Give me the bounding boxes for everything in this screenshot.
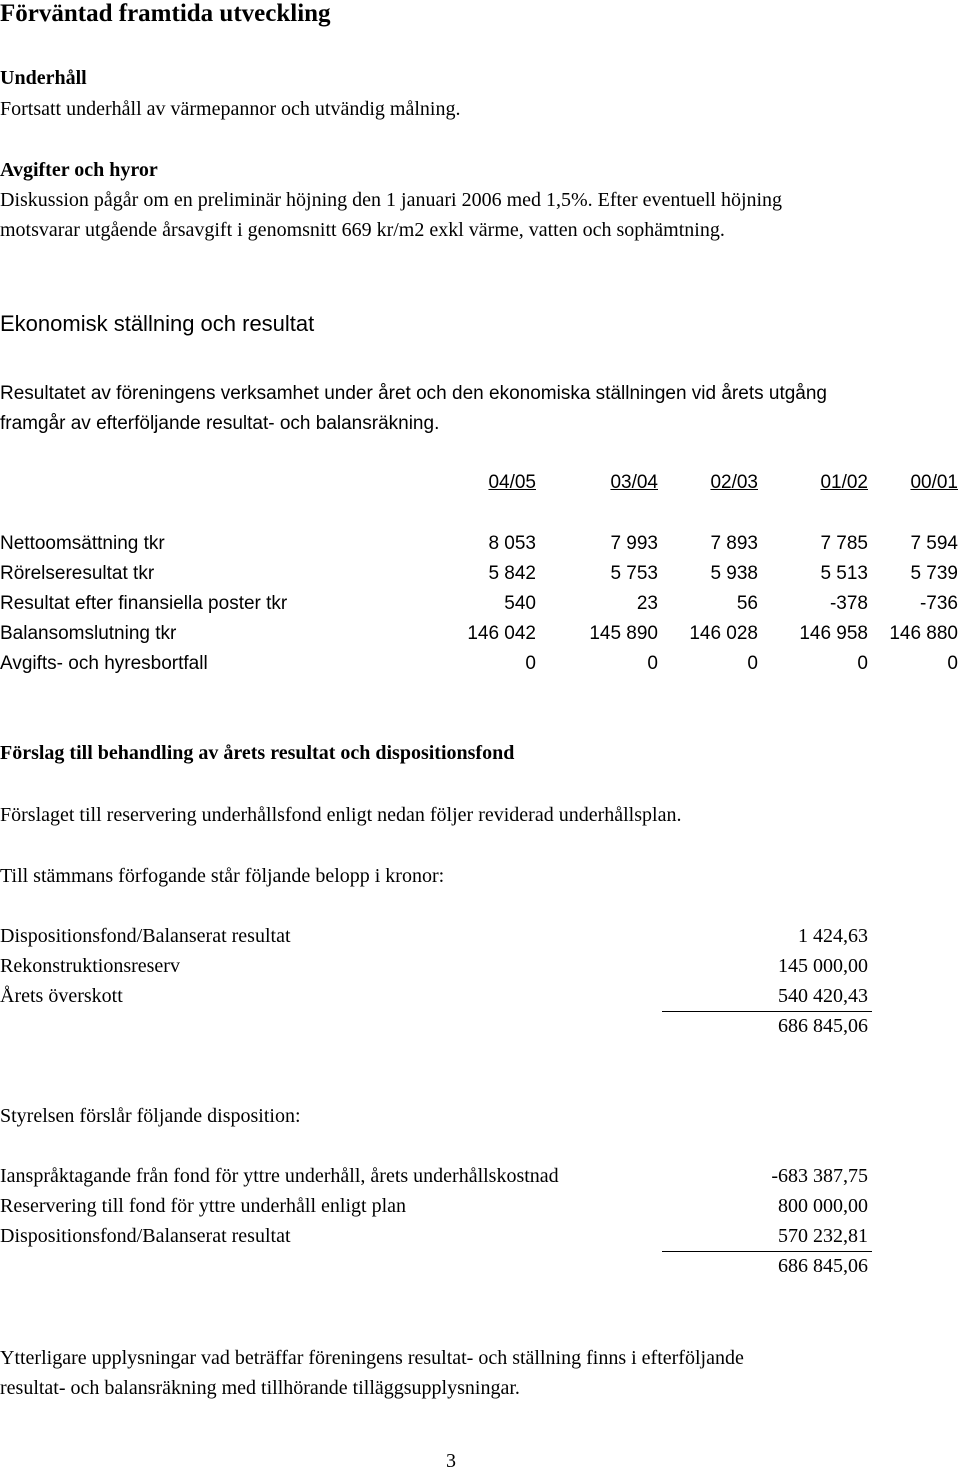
fees-text-line2: motsvarar utgående årsavgift i genomsnitt 669 kr/m2 exkl värme, vatten och sophämtning. [0, 219, 725, 241]
cell-value: -736 [919, 593, 958, 614]
disposition-label: Reservering till fond för yttre underhåll enligt plan [0, 1195, 406, 1217]
cell-value: 0 [525, 653, 536, 674]
column-header: 00/01 [910, 472, 958, 493]
cell-value: -378 [829, 593, 868, 614]
cell-value: 146 042 [467, 623, 536, 644]
cell-value: 0 [647, 653, 658, 674]
cell-value: 5 938 [710, 563, 758, 584]
cell-value: 0 [947, 653, 958, 674]
maintenance-text: Fortsatt underhåll av värmepannor och utvändig målning. [0, 98, 461, 120]
cell-value: 5 842 [488, 563, 536, 584]
cell-value: 7 893 [710, 533, 758, 554]
proposal-text: Förslaget till reservering underhållsfond enligt nedan följer reviderad underhållsplan. [0, 804, 682, 826]
economy-heading: Ekonomisk ställning och resultat [0, 311, 315, 336]
amount-total: 686 845,06 [778, 1015, 868, 1037]
cell-value: 540 [504, 593, 536, 614]
fees-heading: Avgifter och hyror [0, 159, 158, 181]
cell-value: 5 513 [820, 563, 868, 584]
cell-value: 8 053 [488, 533, 536, 554]
cell-value: 146 028 [689, 623, 758, 644]
board-heading: Styrelsen förslår följande disposition: [0, 1105, 301, 1127]
cell-value: 0 [747, 653, 758, 674]
disposition-label: Ianspråktagande från fond för yttre underhåll, årets underhållskostnad [0, 1165, 559, 1187]
fees-text-line1: Diskussion pågår om en preliminär höjning den 1 januari 2006 med 1,5%. Efter eventuell höjning [0, 189, 783, 211]
page-title: Förväntad framtida utveckling [0, 0, 331, 27]
maintenance-heading: Underhåll [0, 67, 87, 89]
row-label: Resultat efter finansiella poster tkr [0, 593, 288, 614]
disposition-value: 800 000,00 [778, 1195, 868, 1217]
amount-label: Årets överskott [0, 985, 123, 1007]
amount-value: 540 420,43 [778, 985, 868, 1007]
disposition-value: -683 387,75 [771, 1165, 868, 1187]
proposal-heading: Förslag till behandling av årets resultat och dispositionsfond [0, 742, 515, 764]
cell-value: 5 739 [910, 563, 958, 584]
cell-value: 7 785 [820, 533, 868, 554]
amount-value: 145 000,00 [778, 955, 868, 977]
page-number: 3 [446, 1450, 456, 1472]
row-label: Balansomslutning tkr [0, 623, 177, 644]
cell-value: 146 880 [889, 623, 958, 644]
amount-label: Dispositionsfond/Balanserat resultat [0, 925, 291, 947]
economy-text-line2: framgår av efterföljande resultat- och balansräkning. [0, 413, 440, 434]
disposition-label: Dispositionsfond/Balanserat resultat [0, 1225, 291, 1247]
cell-value: 0 [857, 653, 868, 674]
cell-value: 23 [636, 593, 658, 614]
footer-text-line1: Ytterligare upplysningar vad beträffar föreningens resultat- och ställning finns i efterföljande [0, 1347, 744, 1369]
amount-value: 1 424,63 [798, 925, 868, 947]
footer-text-line2: resultat- och balansräkning med tillhörande tilläggsupplysningar. [0, 1377, 520, 1399]
column-header: 04/05 [488, 472, 536, 493]
economy-text-line1: Resultatet av föreningens verksamhet under året och den ekonomiska ställningen vid årets utgång [0, 383, 827, 404]
cell-value: 5 753 [610, 563, 658, 584]
amount-label: Rekonstruktionsreserv [0, 955, 180, 977]
sum-divider [662, 1251, 872, 1252]
disposition-total: 686 845,06 [778, 1255, 868, 1277]
sum-divider [662, 1011, 872, 1012]
cell-value: 7 993 [610, 533, 658, 554]
cell-value: 7 594 [910, 533, 958, 554]
cell-value: 145 890 [589, 623, 658, 644]
cell-value: 56 [736, 593, 758, 614]
disposition-value: 570 232,81 [778, 1225, 868, 1247]
row-label: Avgifts- och hyresbortfall [0, 653, 208, 674]
column-header: 03/04 [610, 472, 658, 493]
cell-value: 146 958 [799, 623, 868, 644]
row-label: Nettoomsättning tkr [0, 533, 165, 554]
row-label: Rörelseresultat tkr [0, 563, 155, 584]
column-header: 01/02 [820, 472, 868, 493]
column-header: 02/03 [710, 472, 758, 493]
available-heading: Till stämmans förfogande står följande belopp i kronor: [0, 865, 445, 887]
